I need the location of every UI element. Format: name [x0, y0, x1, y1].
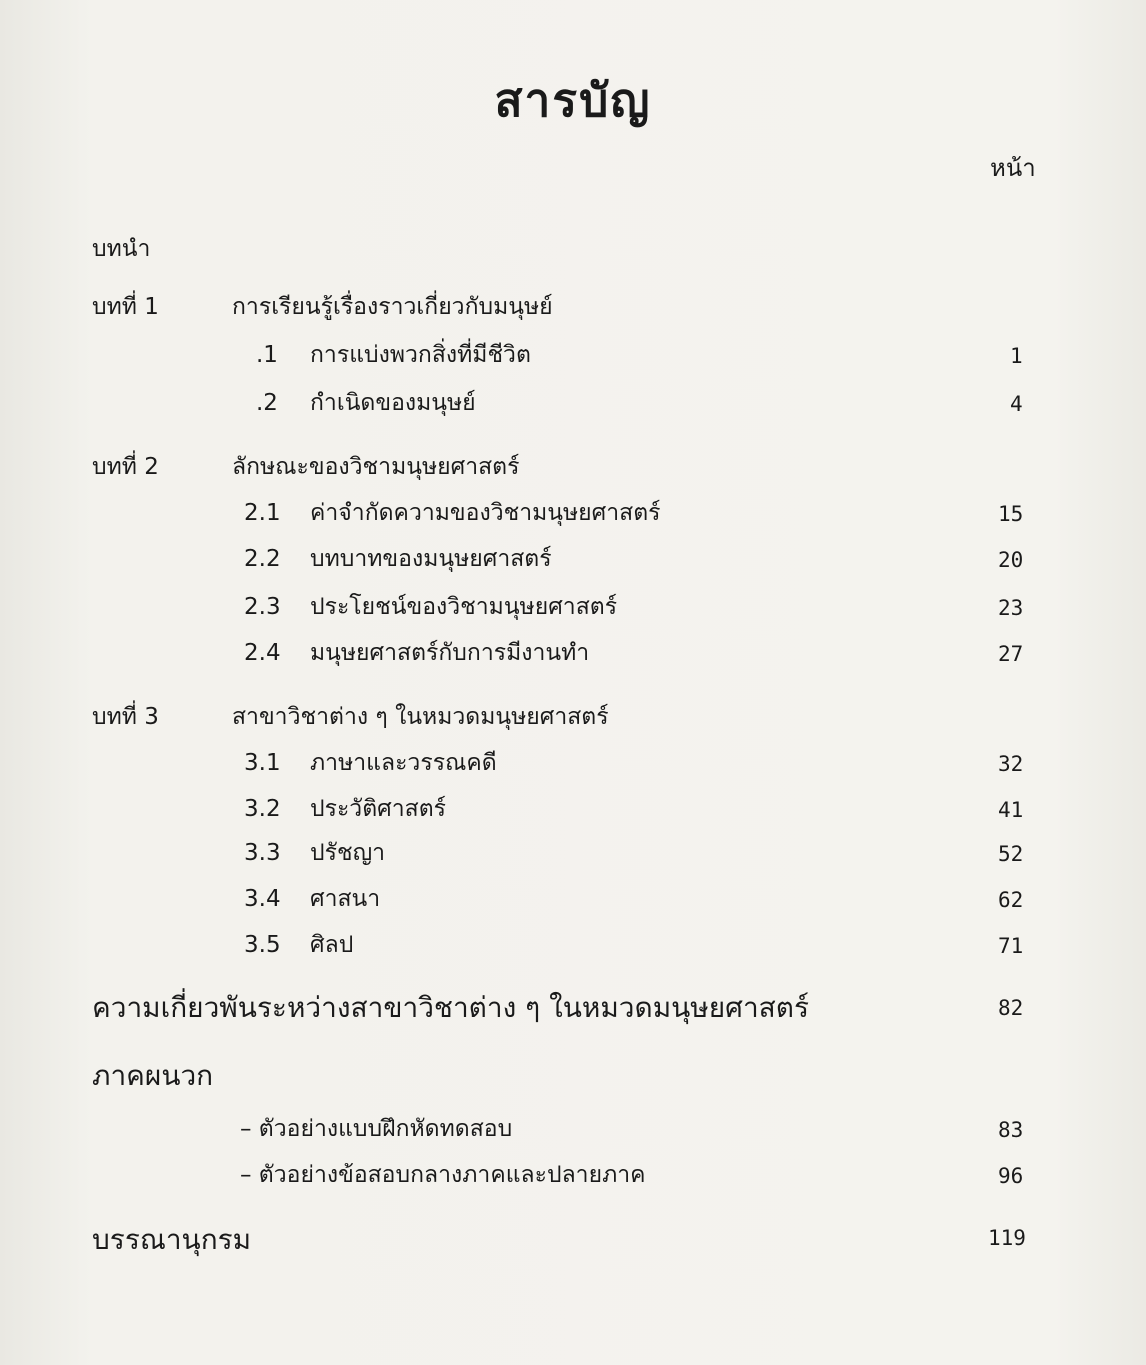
toc-page-number: 1	[1010, 344, 1023, 368]
toc-intro: บทนำ	[92, 236, 151, 262]
toc-section-title: การแบ่งพวกสิ่งที่มีชีวิต	[310, 342, 531, 368]
toc-section-number: 2.3	[244, 594, 281, 620]
toc-section-number: 2.2	[244, 546, 281, 572]
toc-page-number: 41	[998, 798, 1024, 822]
toc-page-number: 23	[998, 596, 1024, 620]
page-column-header: หน้า	[990, 154, 1036, 182]
toc-section-title: ภาษาและวรรณคดี	[310, 750, 497, 776]
toc-appendix: ภาคผนวก	[92, 1059, 214, 1092]
toc-section-title: ประโยชน์ของวิชามนุษยศาสตร์	[310, 594, 618, 620]
toc-page-number: 82	[998, 996, 1024, 1020]
toc-section-title: ศิลป	[310, 932, 354, 958]
toc-page-number: 96	[998, 1164, 1024, 1188]
toc-section-number: 2.1	[244, 500, 281, 526]
toc-section-number: .2	[256, 390, 278, 416]
toc-appendix-item: – ตัวอย่างข้อสอบกลางภาคและปลายภาค	[240, 1162, 646, 1188]
toc-page-number: 15	[998, 502, 1024, 526]
toc-section-number: 3.3	[244, 840, 281, 866]
toc-section-number: 3.1	[244, 750, 281, 776]
toc-bibliography: บรรณานุกรม	[92, 1223, 252, 1256]
toc-page-number: 62	[998, 888, 1024, 912]
toc-page-number: 119	[988, 1226, 1026, 1250]
toc-page-number: 20	[998, 548, 1024, 572]
toc-section-number: 2.4	[244, 640, 281, 666]
toc-section-title: ค่าจำกัดความของวิชามนุษยศาสตร์	[310, 500, 661, 526]
toc-relation-title: ความเกี่ยวพันระหว่างสาขาวิชาต่าง ๆ ในหมวดมนุษยศาสตร์	[92, 991, 809, 1024]
toc-section-title: ปรัชญา	[310, 840, 386, 866]
toc-chapter-1-label: บทที่ 1	[92, 294, 159, 320]
toc-section-title: ประวัติศาสตร์	[310, 796, 447, 822]
toc-section-number: 3.4	[244, 886, 281, 912]
toc-page-number: 52	[998, 842, 1024, 866]
toc-chapter-1-title: การเรียนรู้เรื่องราวเกี่ยวกับมนุษย์	[232, 294, 553, 320]
toc-section-number: 3.5	[244, 932, 281, 958]
toc-chapter-2-label: บทที่ 2	[92, 454, 159, 480]
page-title: สารบัญ	[494, 73, 652, 127]
toc-section-title: กำเนิดของมนุษย์	[310, 390, 476, 416]
toc-page-number: 27	[998, 642, 1024, 666]
toc-page-number: 71	[998, 934, 1024, 958]
toc-section-number: .1	[256, 342, 278, 368]
toc-section-title: มนุษยศาสตร์กับการมีงานทำ	[310, 640, 590, 666]
toc-chapter-3-title: สาขาวิชาต่าง ๆ ในหมวดมนุษยศาสตร์	[232, 704, 609, 730]
toc-section-number: 3.2	[244, 796, 281, 822]
toc-section-title: บทบาทของมนุษยศาสตร์	[310, 546, 552, 572]
toc-chapter-3-label: บทที่ 3	[92, 704, 159, 730]
toc-chapter-2-title: ลักษณะของวิชามนุษยศาสตร์	[232, 454, 520, 480]
toc-appendix-item: – ตัวอย่างแบบฝึกหัดทดสอบ	[240, 1116, 513, 1142]
toc-page-number: 4	[1010, 392, 1023, 416]
toc-page-number: 32	[998, 752, 1024, 776]
toc-section-title: ศาสนา	[310, 886, 381, 912]
toc-page-number: 83	[998, 1118, 1024, 1142]
